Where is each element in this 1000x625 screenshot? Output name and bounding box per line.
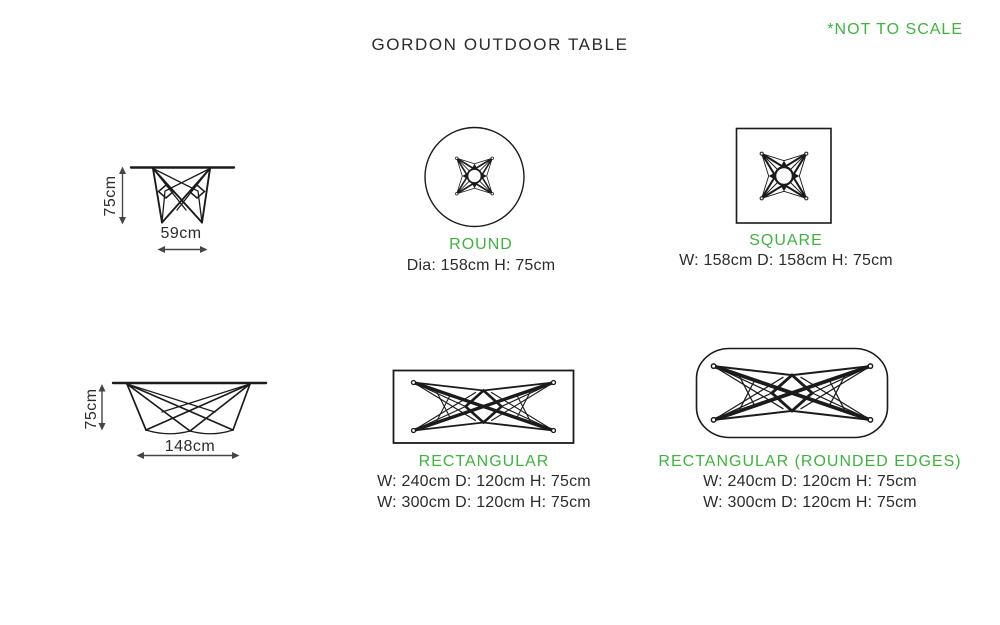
dimension-label-height-small: 75cm [102,175,119,217]
page-title: GORDON OUTDOOR TABLE [371,35,629,54]
variant-name-rounded: RECTANGULAR (ROUNDED EDGES) [658,453,962,470]
variant-name-square: SQUARE [749,232,823,249]
dimension-label-height-large: 75cm [83,388,100,430]
dimension-label-width-small: 59cm [160,225,202,242]
width-dimension-arrow-small [158,246,208,253]
variant-name-rectangular: RECTANGULAR [418,453,550,470]
variant-dims-rectangular-2: W: 300cm D: 120cm H: 75cm [377,494,591,511]
variant-dims-round: Dia: 158cm H: 75cm [406,257,556,274]
variant-dims-rectangular-1: W: 240cm D: 120cm H: 75cm [377,473,591,490]
variant-dims-square: W: 158cm D: 158cm H: 75cm [679,252,893,269]
square-table-diagram [737,129,832,224]
rectangular-table-diagram [394,371,574,444]
height-dimension-arrow-small [119,167,126,225]
variant-dims-rounded-1: W: 240cm D: 120cm H: 75cm [703,473,917,490]
dimension-label-width-large: 148cm [164,438,216,455]
rounded-rectangular-table-diagram [697,349,888,438]
variant-name-round: ROUND [449,236,513,253]
round-table-diagram [425,128,524,227]
not-to-scale-note: *NOT TO SCALE [827,21,963,38]
variant-dims-rounded-2: W: 300cm D: 120cm H: 75cm [703,494,917,511]
